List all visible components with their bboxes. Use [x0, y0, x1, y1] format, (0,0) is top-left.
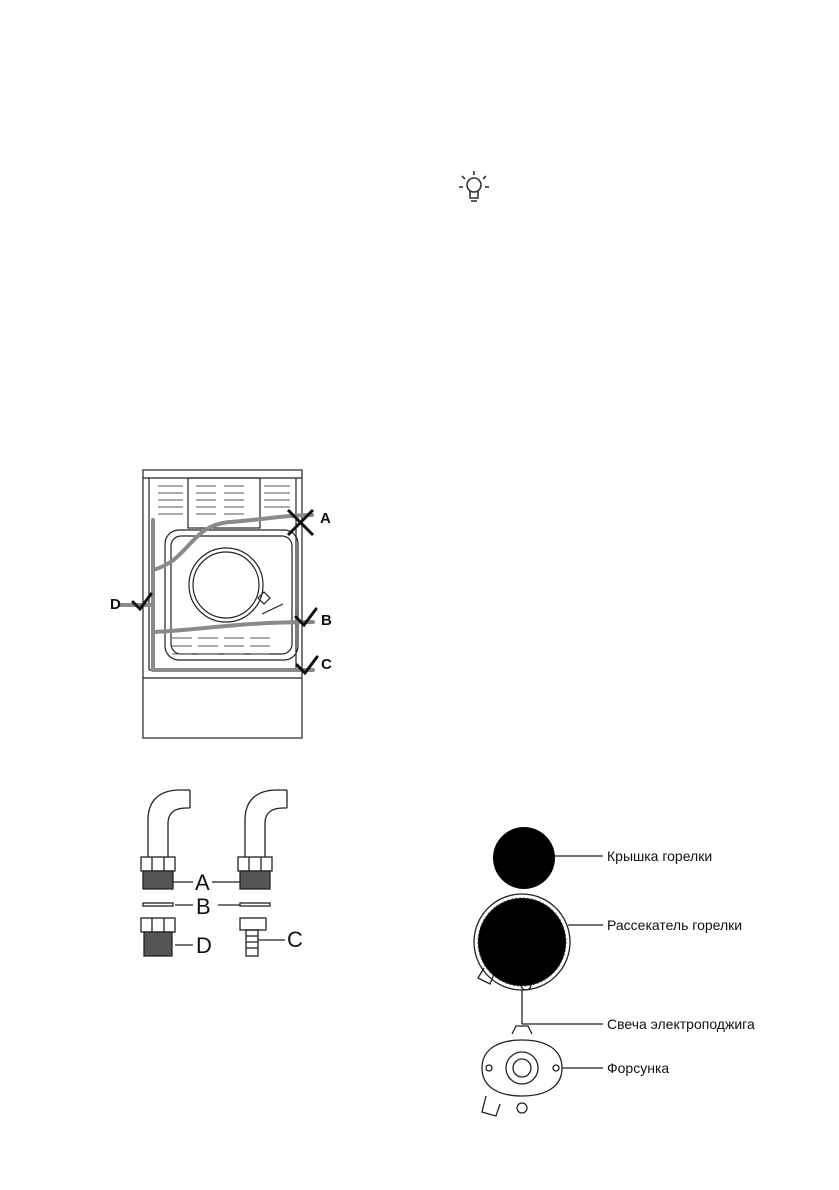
burner-cap-label: Крышка горелки: [607, 848, 713, 864]
ignition-plug-label: Свеча электроподжига: [607, 1016, 755, 1032]
burner-cap: [493, 827, 555, 889]
connector-label-d: D: [196, 933, 212, 958]
oven-label-b: B: [321, 612, 332, 629]
connector-label-b: B: [196, 894, 211, 919]
oven-label-d: D: [110, 596, 121, 613]
oven-label-c: C: [321, 656, 332, 673]
connector-label-c: C: [287, 927, 303, 952]
injector-label: Форсунка: [607, 1060, 670, 1076]
oven-label-a: A: [320, 510, 331, 527]
connector-label-a: A: [195, 870, 210, 895]
burner-spreader-label: Рассекатель горелки: [607, 917, 743, 933]
